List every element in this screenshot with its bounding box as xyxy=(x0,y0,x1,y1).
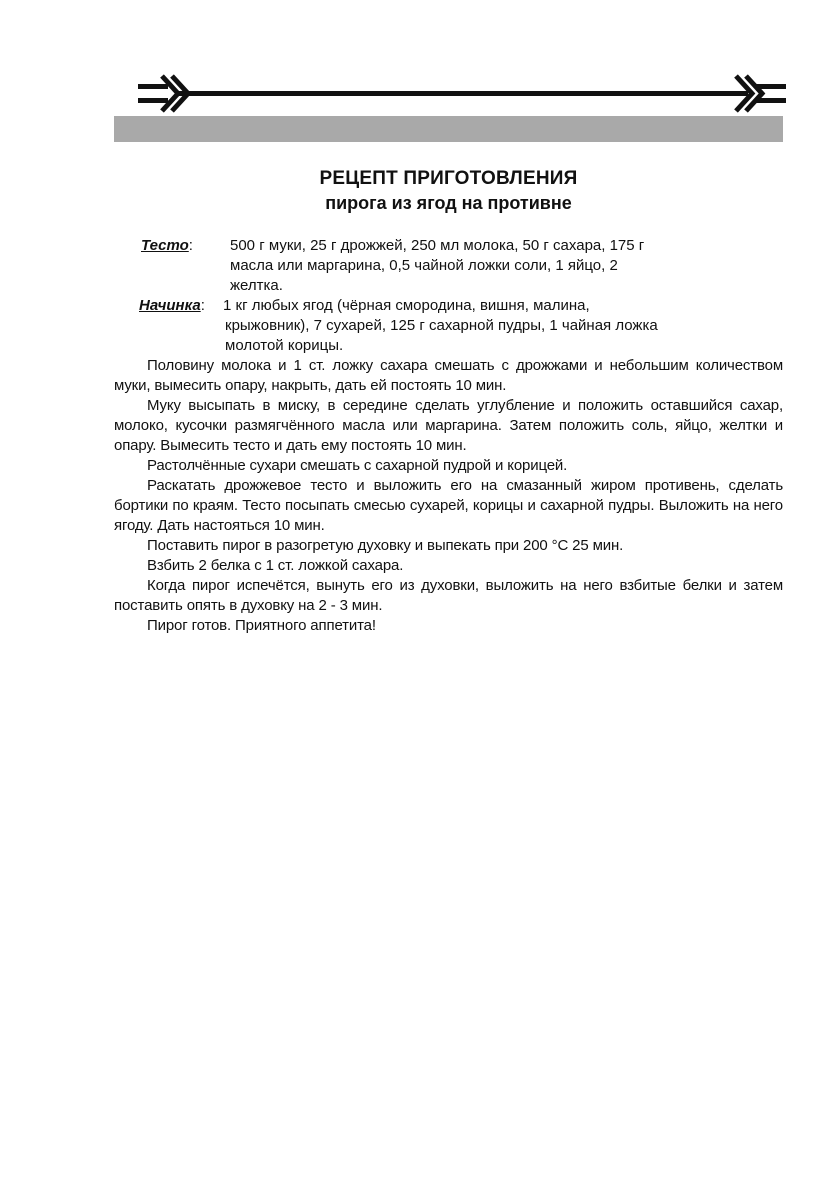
step-paragraph: Пирог готов. Приятного аппетита! xyxy=(147,617,376,634)
filling-line: крыжовник), 7 сухарей, 125 г сахарной пудры, 1 чайная ложка xyxy=(225,317,658,334)
step-paragraph: Растолчённые сухари смешать с сахарной пудрой и корицей. xyxy=(147,457,568,474)
filling-line: молотой корицы. xyxy=(225,337,344,354)
step-paragraph: Раскатать дрожжевое тесто и выложить его на смазанный жиром противень, сделать бортики по краям. Тесто посыпать смесью сухарей, корицы и сахарной пудры. Выложить на него ягоду. Дать настояться 10 мин. xyxy=(114,477,783,534)
header-gray-band xyxy=(114,116,783,142)
step-paragraph: Когда пирог испечётся, вынуть его из духовки, выложить на него взбитые белки и затем поставить опять в духовку на 2 - 3 мин. xyxy=(114,577,783,614)
recipe-steps xyxy=(114,356,783,636)
filling-line: 1 кг любых ягод (чёрная смородина, вишня, малина, xyxy=(223,297,590,314)
filling-ingredients xyxy=(114,296,783,356)
filling-label: Начинка: xyxy=(139,297,205,314)
step-paragraph: Взбить 2 белка с 1 ст. ложкой сахара. xyxy=(147,557,404,574)
dough-ingredients xyxy=(114,236,783,296)
page-subtitle: пирога из ягод на противне xyxy=(325,193,572,213)
step-paragraph: Поставить пирог в разогретую духовку и выпекать при 200 °С 25 мин. xyxy=(147,537,624,554)
recipe-title-block xyxy=(114,167,783,215)
header-ornament xyxy=(138,73,786,115)
dough-line: желтка. xyxy=(230,277,283,294)
step-paragraph: Муку высыпать в миску, в середине сделать углубление и положить оставшийся сахар, молоко, кусочки размягчённого масла или маргарина. Затем положить соль, яйцо, желтки и опару. Вымесить тесто и дать ему постоять 10 мин. xyxy=(114,397,783,454)
dough-list xyxy=(114,236,783,296)
filling-list xyxy=(114,296,783,356)
dough-line: масла или маргарина, 0,5 чайной ложки соли, 1 яйцо, 2 xyxy=(230,257,618,274)
step-paragraph: Половину молока и 1 ст. ложку сахара смешать с дрожжами и небольшим количеством муки, вымесить опару, накрыть, дать ей постоять 10 мин. xyxy=(114,357,783,394)
dough-line: 500 г муки, 25 г дрожжей, 250 мл молока, 50 г сахара, 175 г xyxy=(230,237,645,254)
ingredients-section xyxy=(114,236,783,356)
dough-label: Тесто: xyxy=(141,237,193,254)
page-title: РЕЦЕПТ ПРИГОТОВЛЕНИЯ xyxy=(319,168,578,189)
